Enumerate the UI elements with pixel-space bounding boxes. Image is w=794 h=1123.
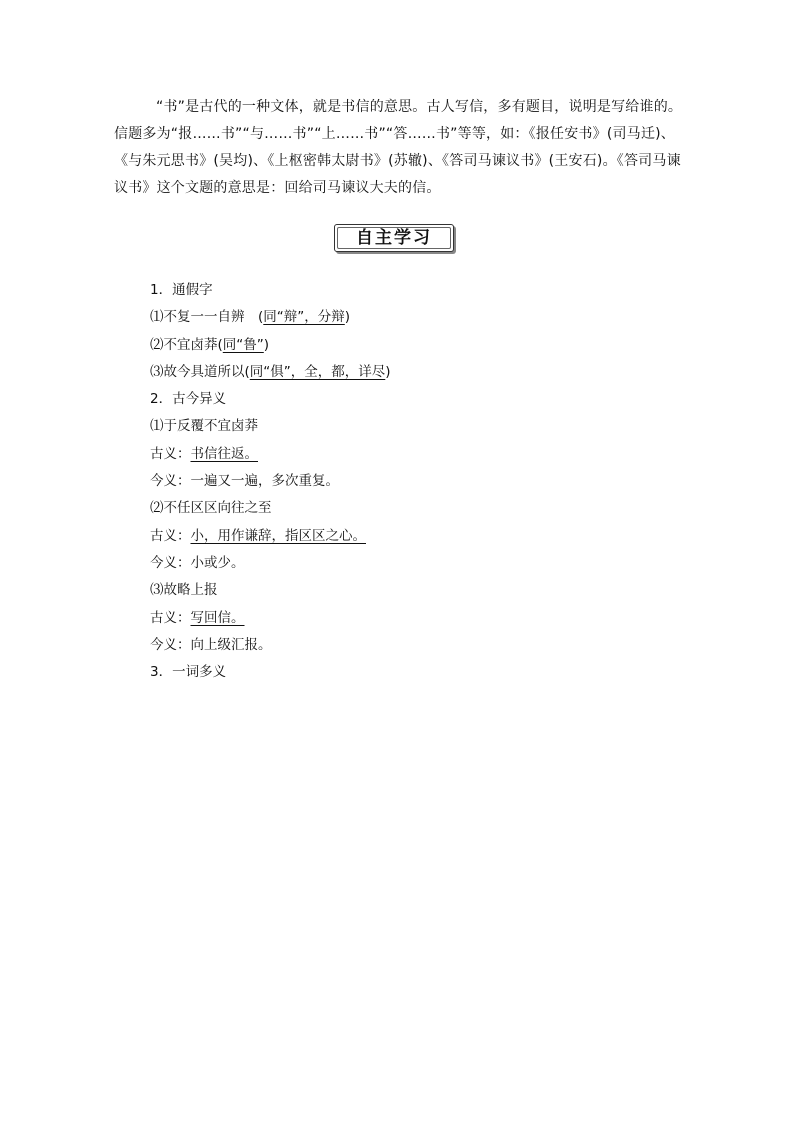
- yiyi-jin-3: 今义：向上级汇报。: [150, 636, 272, 653]
- yiyi-gu-1-answer: 书信往返。: [190, 445, 258, 462]
- yiyi-gu-2-label: 古义：: [150, 527, 191, 544]
- tongjia-item-3-close: ): [385, 363, 391, 380]
- tongjia-item-1-close: ): [344, 309, 351, 326]
- tongjia-item-2-close: ): [263, 336, 270, 353]
- tongjia-item-1: [150, 304, 650, 331]
- yiyi-gu-1: [150, 441, 650, 468]
- yiyi-jin-2: 今义：小或少。: [150, 554, 245, 571]
- tongjia-item-1-answer: 同“辩”，分辩: [263, 309, 345, 326]
- yiyi-gu-3: [150, 605, 650, 632]
- intro-text: “书”是古代的一种文体，就是书信的意思。古人写信，多有题目，说明是写给谁的。信题多为“报……书”“与……书”“上……书”“答……书”等等，如：《报任安书》(司马迁)、《与朱元思书》(吴均)、《上枢密韩太尉书》(苏辙)、《答司马谏议书》(王安石)。《答司马谏议书》这个文题的意思是：回给司马谏议大夫的信。: [114, 99, 683, 196]
- yiyi-gu-2-answer: 小，用作谦辞，指区区之心。: [190, 527, 366, 544]
- intro-paragraph: [114, 94, 684, 202]
- yiyi-jin-1: 今义：一遍又一遍，多次重复。: [150, 473, 339, 490]
- yiyi-sentence-1: ⑴于反覆不宜卤莽: [150, 418, 258, 435]
- section-title-box: [334, 224, 456, 254]
- study-content: [150, 277, 650, 686]
- tongjia-item-2: [150, 332, 650, 359]
- tongjia-item-1-text: ⑴不复一一自辨 (: [150, 309, 264, 326]
- yiyi-gu-3-answer: 写回信。: [190, 609, 245, 626]
- tongjia-item-3-answer: 同“俱”，全，都，详尽: [249, 363, 386, 380]
- heading-tongjiazi: 1．通假字: [150, 282, 213, 298]
- yiyi-sentence-3: ⑶故略上报: [150, 582, 218, 599]
- heading-gujin-yiyi: 2．古今异义: [150, 391, 227, 408]
- tongjia-item-2-text: ⑵不宜卤莽(: [150, 336, 223, 353]
- section-title: 自主学习: [356, 228, 432, 248]
- section-title-frame: [334, 224, 454, 252]
- tongjia-item-2-answer: 同“鲁”: [222, 336, 264, 353]
- tongjia-item-3-text: ⑶故今具道所以(: [150, 363, 250, 380]
- yiyi-gu-1-label: 古义：: [150, 445, 191, 462]
- yiyi-sentence-2: ⑵不任区区向往之至: [150, 500, 272, 517]
- yiyi-gu-3-label: 古义：: [150, 609, 191, 626]
- yiyi-gu-2: [150, 523, 650, 550]
- heading-yici-duoyi: 3．一词多义: [150, 664, 227, 681]
- tongjia-item-3: [150, 359, 650, 386]
